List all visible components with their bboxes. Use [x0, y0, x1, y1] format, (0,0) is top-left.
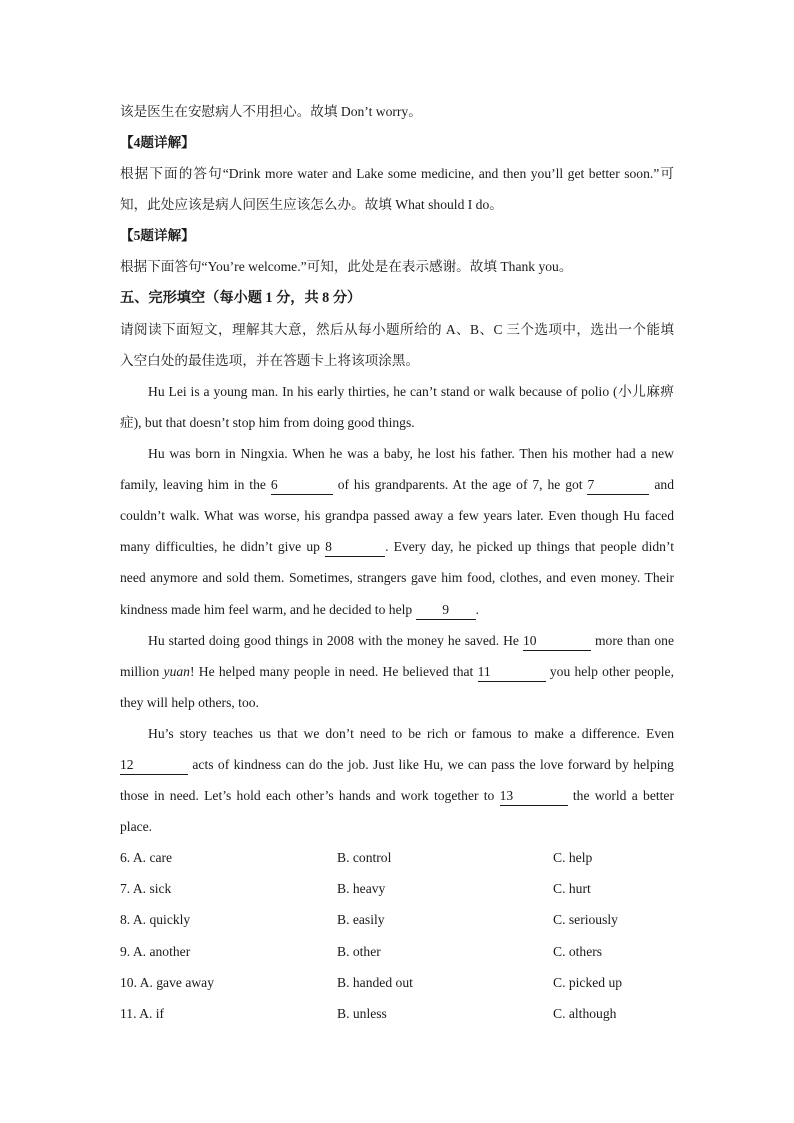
- passage-line: [120, 749, 674, 780]
- option-c: C. help: [553, 850, 593, 866]
- passage-text: kindness made him feel warm, and he decided to help: [120, 601, 413, 617]
- passage-line: 症), but that doesn’t stop him from doing good things.: [120, 414, 415, 430]
- option-a: 9. A. another: [120, 943, 191, 959]
- blank-13: 13: [500, 787, 568, 806]
- passage-text: . Every day, he picked up things that people didn’t: [385, 539, 674, 555]
- passage-text: many difficulties, he didn’t give up: [120, 539, 320, 555]
- options-row: [120, 936, 674, 967]
- passage-line: place.: [120, 819, 153, 835]
- blank-6: 6: [271, 476, 333, 495]
- passage-text: of his grandparents. At the age of 7, he got: [337, 477, 583, 493]
- option-b: B. unless: [337, 1005, 387, 1021]
- passage-text: those in need. Let’s hold each other’s hands and work together to: [120, 788, 495, 804]
- passage-text: and: [654, 477, 675, 493]
- option-a: 10. A. gave away: [120, 974, 214, 990]
- q5-explanation-line: 根据下面答句“You’re welcome.”可知，此处是在表示感谢。故填 Thank you。: [120, 259, 573, 275]
- passage-line: [120, 625, 674, 656]
- options-row: [120, 873, 674, 904]
- option-c: C. although: [553, 1005, 617, 1021]
- passage-text: acts of kindness can do the job. Just like Hu, we can pass the love forward by helping: [192, 756, 674, 772]
- passage-line: [120, 469, 674, 500]
- q5-title: 【5题详解】: [120, 228, 195, 244]
- passage-text: million: [120, 663, 160, 679]
- passage-line: [120, 531, 674, 562]
- section-heading: 五、完形填空（每小题 1 分，共 8 分）: [120, 289, 362, 306]
- q4-explanation-line: 知，此处应该是病人问医生应该怎么办。故填 What should I do。: [120, 197, 503, 213]
- passage-text: family, leaving him in the: [120, 477, 266, 493]
- instruction-line: 入空白处的最佳选项，并在答题卡上将该项涂黑。: [120, 352, 420, 368]
- passage-line: they will help others, too.: [120, 694, 259, 710]
- blank-7: 7: [587, 476, 649, 495]
- option-b: B. heavy: [337, 881, 386, 897]
- option-c: C. others: [553, 943, 603, 959]
- q4-explanation-line: 根据下面的答句“Drink more water and Lake some medicine, and then you’ll get better soon.”可: [120, 166, 674, 182]
- option-c: C. picked up: [553, 974, 623, 990]
- blank-12: 12: [120, 756, 188, 775]
- passage-line: Hu Lei is a young man. In his early thirties, he can’t stand or walk because of polio (小儿麻痹: [148, 383, 674, 399]
- passage-text: ! He helped many people in need. He believed that: [189, 663, 474, 679]
- options-row: [120, 842, 674, 873]
- blank-9: 9: [416, 601, 476, 620]
- option-a: 7. A. sick: [120, 881, 172, 897]
- option-a: 11. A. if: [120, 1005, 165, 1021]
- option-b: B. easily: [337, 912, 385, 928]
- q4-title: 【4题详解】: [120, 135, 195, 151]
- passage-text: the world a better: [572, 788, 674, 804]
- options-row: [120, 998, 674, 1029]
- option-b: B. control: [337, 850, 392, 866]
- passage-line: [120, 594, 674, 625]
- passage-line: [120, 780, 674, 811]
- explanation-text: 该是医生在安慰病人不用担心。故填 Don’t worry。: [120, 104, 422, 119]
- passage-text: more than one: [594, 632, 674, 648]
- option-b: B. handed out: [337, 974, 413, 990]
- passage-text: .: [475, 601, 479, 617]
- passage-line: couldn’t walk. What was worse, his grandpa passed away a few years later. Even though Hu faced: [120, 508, 674, 524]
- passage-italic-word: yuan: [163, 663, 190, 679]
- instruction-line: 请阅读下面短文，理解其大意，然后从每小题所给的 A、B、C 三个选项中，选出一个能填: [120, 321, 674, 337]
- passage-text: Hu started doing good things in 2008 with the money he saved. He: [148, 632, 519, 648]
- passage-line: Hu was born in Ningxia. When he was a baby, he lost his father. Then his mother had a new: [148, 446, 674, 462]
- blank-8: 8: [325, 538, 385, 557]
- passage-line: need anymore and sold them. Sometimes, strangers gave him food, clothes, and even money. Their: [120, 570, 674, 586]
- option-a: 6. A. care: [120, 850, 173, 866]
- option-c: C. hurt: [553, 881, 591, 897]
- blank-11: 11: [478, 663, 546, 682]
- option-b: B. other: [337, 943, 381, 959]
- passage-text: you help other people,: [549, 663, 674, 679]
- option-c: C. seriously: [553, 912, 618, 928]
- options-row: [120, 904, 674, 935]
- passage-line: Hu’s story teaches us that we don’t need to be rich or famous to make a difference. Even: [148, 725, 674, 741]
- options-row: [120, 967, 674, 998]
- passage-line: [120, 656, 674, 687]
- document-page: [120, 96, 674, 1029]
- blank-10: 10: [523, 632, 591, 651]
- option-a: 8. A. quickly: [120, 912, 191, 928]
